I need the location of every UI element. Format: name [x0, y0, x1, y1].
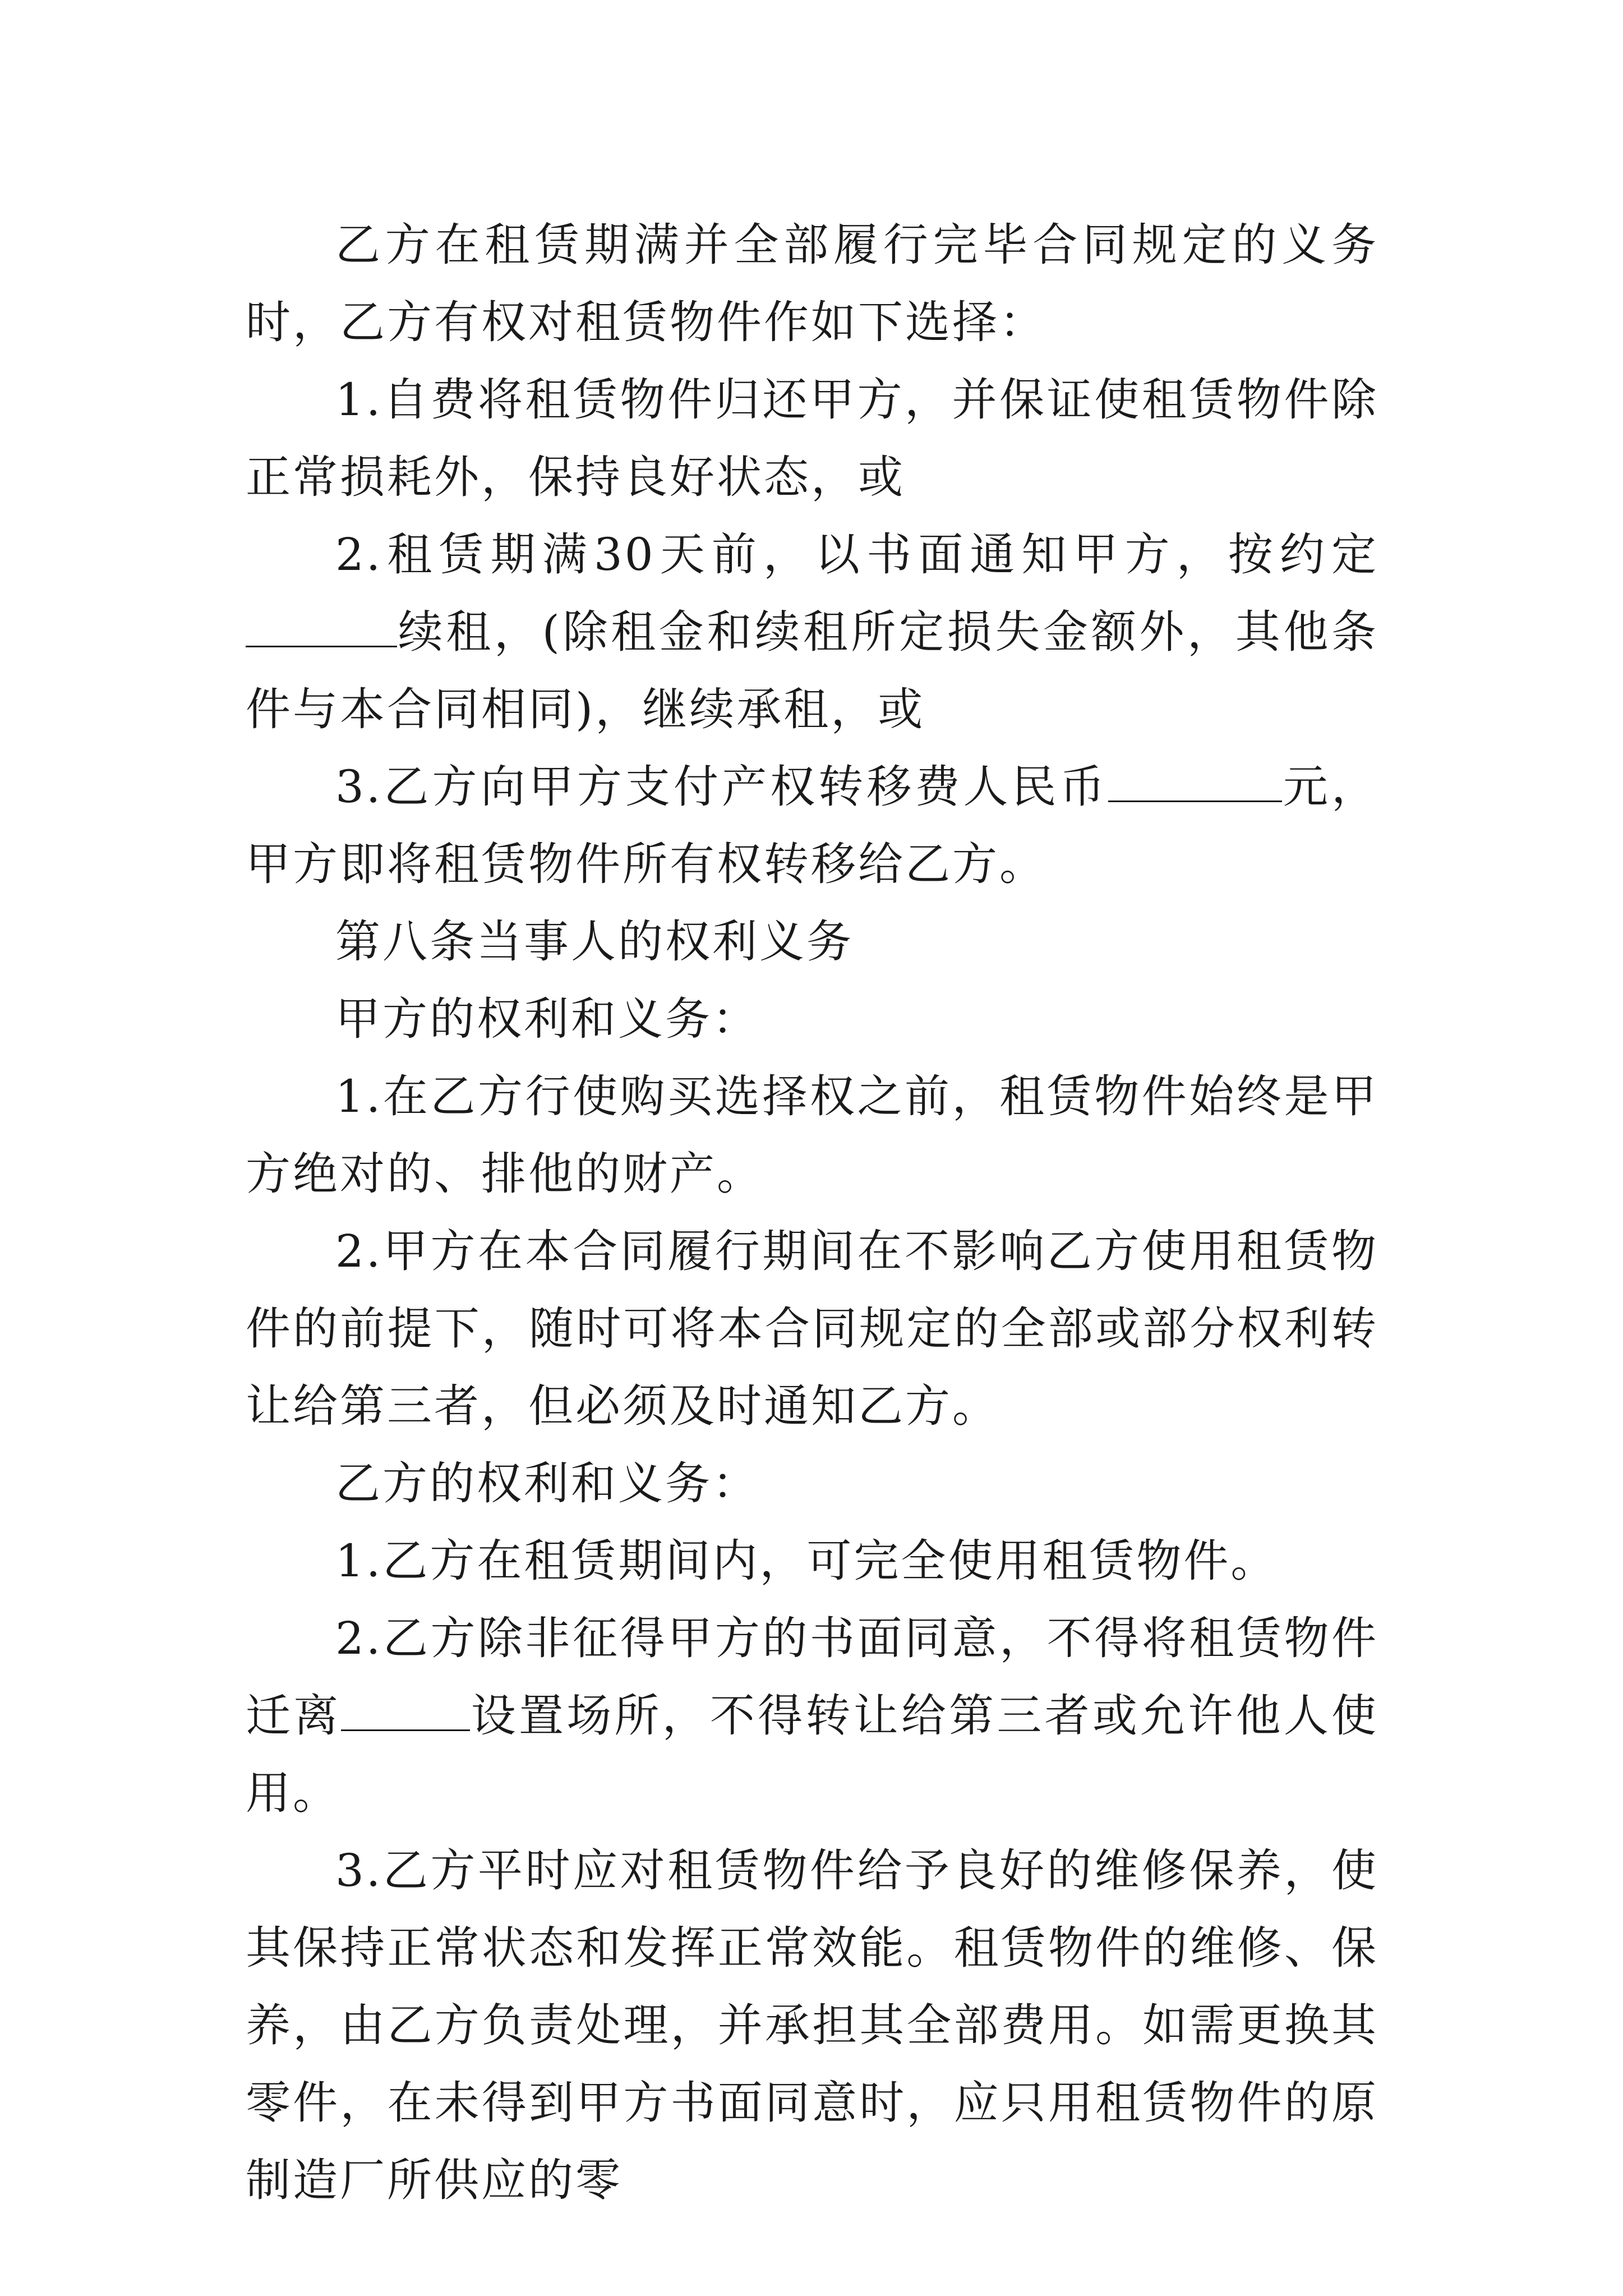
option-2-text-start: 2.租赁期满30天前，以书面通知甲方，按约定 [335, 528, 1378, 581]
party-b-item-2-text-start: 2.乙方除非征得甲方的书面同意，不得将租赁物件迁离 [246, 1612, 1378, 1742]
option-3-text-start: 3.乙方向甲方支付产权转移费人民币 [335, 761, 1108, 813]
option-3-text-end: 元，甲方即将租赁物件所有权转移给乙方。 [246, 761, 1379, 890]
blank-installation-site [341, 1690, 470, 1731]
paragraph-option-3 [246, 748, 1378, 903]
heading-party-a-rights: 甲方的权利和义务： [335, 993, 759, 1045]
blank-transfer-fee [1108, 761, 1282, 802]
party-b-item-2-text-end: 设置场所，不得转让给第三者或允许他人使用。 [246, 1690, 1379, 1819]
paragraph-option-1: 1.自费将租赁物件归还甲方，并保证使租赁物件除正常损耗外，保持良好状态，或 [246, 374, 1378, 503]
paragraph-party-a-item-2: 2.甲方在本合同履行期间在不影响乙方使用租赁物件的前提下，随时可将本合同规定的全部或部分权利转让给第三者，但必须及时通知乙方。 [246, 1225, 1378, 1432]
paragraph-party-a-item-1: 1.在乙方行使购买选择权之前，租赁物件始终是甲方绝对的、排他的财产。 [246, 1070, 1378, 1200]
paragraph-party-b-item-3: 3.乙方平时应对租赁物件给予良好的维修保养，使其保持正常状态和发挥正常效能。租赁物件的维修、保养，由乙方负责处理，并承担其全部费用。如需更换其零件，在未得到甲方书面同意时，应只用租赁物件的原制造厂所供应的零 [246, 1844, 1378, 2206]
paragraph-option-2 [246, 516, 1378, 748]
heading-party-b-rights: 乙方的权利和义务： [335, 1457, 759, 1510]
paragraph-party-b-item-1: 1.乙方在租赁期间内，可完全使用租赁物件。 [335, 1535, 1278, 1587]
option-2-text-end: 续租，(除租金和续租所定损失金额外，其他条件与本合同相同)，继续承租，或 [246, 606, 1378, 735]
document-body [246, 206, 1378, 2219]
paragraph-party-b-item-2 [246, 1600, 1378, 1832]
blank-renewal-terms [246, 606, 397, 647]
paragraph-lease-expiry-options: 乙方在租赁期满并全部履行完毕合同规定的义务时，乙方有权对租赁物件作如下选择： [246, 219, 1378, 348]
heading-article-8: 第八条当事人的权利义务 [335, 915, 854, 968]
